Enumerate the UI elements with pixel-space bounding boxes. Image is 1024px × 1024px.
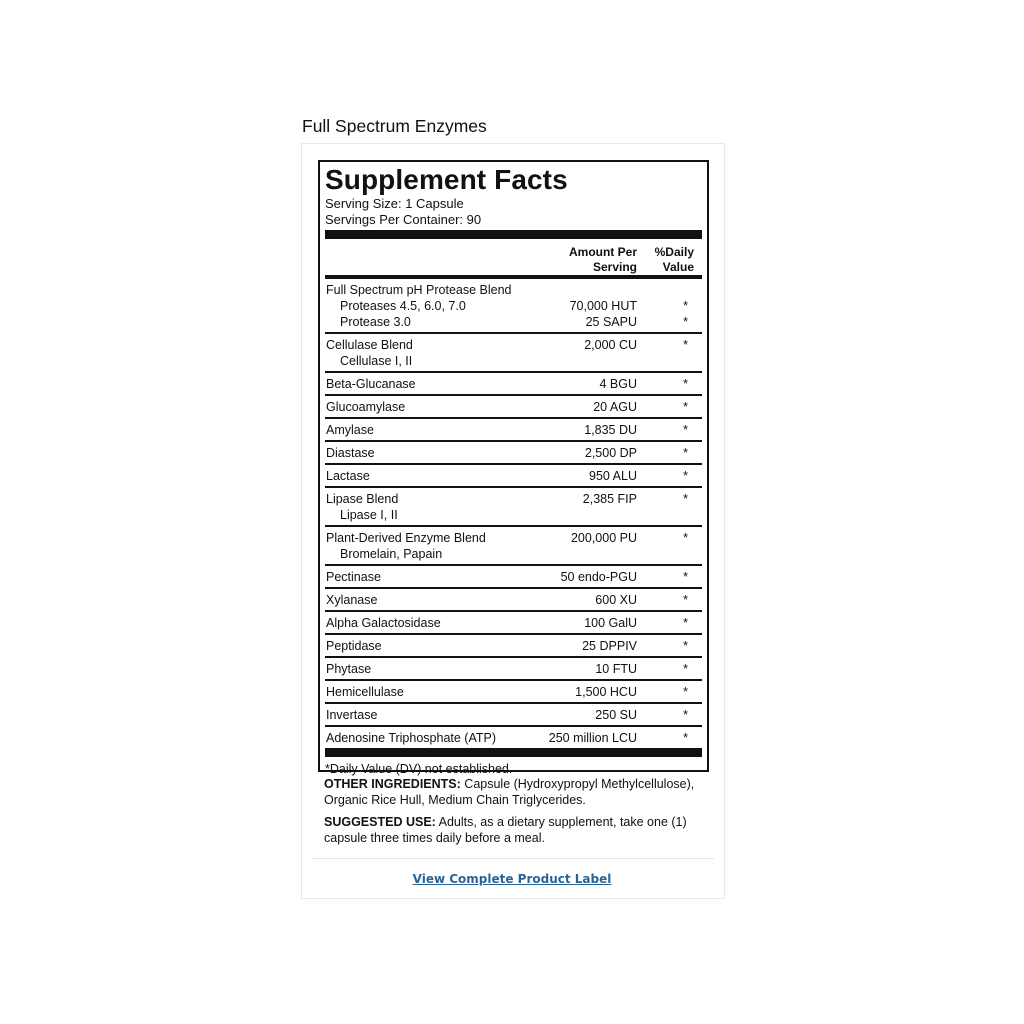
supplement-facts-panel <box>318 160 709 776</box>
nutrient-line <box>325 298 702 314</box>
nutrient-amount: 200,000 PU <box>570 531 637 545</box>
suggested-use-text: Adults, as a dietary supplement, take one (1) capsule three times daily before a meal. <box>324 815 687 845</box>
daily-value-marker: * <box>683 446 688 460</box>
nutrient-amount: 2,500 DP <box>584 446 637 460</box>
facts-title: Supplement Facts <box>325 164 568 195</box>
daily-value-marker: * <box>683 400 688 414</box>
nutrient-name: Beta-Glucanase <box>326 377 416 391</box>
nutrient-name: Alpha Galactosidase <box>326 616 441 630</box>
amount-header-line2: Serving <box>592 260 637 274</box>
nutrient-name: Xylanase <box>326 593 378 607</box>
serving-size: Serving Size: 1 Capsule <box>325 196 464 211</box>
nutrient-line <box>325 422 702 438</box>
nutrient-amount: 2,000 CU <box>584 338 637 352</box>
nutrient-name: Lipase Blend <box>326 492 399 506</box>
nutrient-line <box>325 638 702 654</box>
nutrient-row <box>325 727 702 748</box>
dv-header-line1: %Daily <box>654 245 694 259</box>
nutrient-row <box>325 419 702 442</box>
nutrient-amount: 4 BGU <box>599 377 637 391</box>
nutrient-name: Cellulase I, II <box>340 354 413 368</box>
nutrient-rows <box>325 279 702 748</box>
nutrient-amount: 100 GalU <box>584 616 637 630</box>
nutrient-name: Adenosine Triphosphate (ATP) <box>326 731 497 745</box>
nutrient-row <box>325 612 702 635</box>
nutrient-name: Diastase <box>326 446 375 460</box>
nutrient-row <box>325 566 702 589</box>
nutrient-line <box>325 337 702 353</box>
nutrient-name: Peptidase <box>326 639 382 653</box>
daily-value-marker: * <box>683 639 688 653</box>
nutrient-row <box>325 681 702 704</box>
nutrient-row <box>325 442 702 465</box>
nutrient-row <box>325 373 702 396</box>
suggested-use-label: SUGGESTED USE: <box>324 815 436 829</box>
column-header <box>325 239 702 279</box>
nutrient-name: Glucoamylase <box>326 400 406 414</box>
nutrient-amount: 50 endo-PGU <box>560 570 637 584</box>
daily-value-marker: * <box>683 377 688 391</box>
nutrient-line <box>325 468 702 484</box>
nutrient-amount: 2,385 FIP <box>582 492 637 506</box>
nutrient-row <box>325 589 702 612</box>
daily-value-marker: * <box>683 469 688 483</box>
nutrient-amount: 20 AGU <box>593 400 637 414</box>
nutrient-line <box>325 615 702 631</box>
nutrient-row <box>325 658 702 681</box>
amount-header-line1: Amount Per <box>568 245 637 259</box>
nutrient-name: Protease 3.0 <box>340 315 411 329</box>
nutrient-line <box>325 282 702 298</box>
nutrient-name: Lactase <box>326 469 370 483</box>
view-complete-label-link[interactable]: View Complete Product Label <box>412 872 612 886</box>
nutrient-row <box>325 465 702 488</box>
nutrient-line <box>325 376 702 392</box>
nutrient-line <box>325 445 702 461</box>
nutrient-row <box>325 396 702 419</box>
nutrient-amount: 25 DPPIV <box>582 639 637 653</box>
nutrient-name: Pectinase <box>326 570 381 584</box>
nutrient-amount: 250 SU <box>595 708 637 722</box>
nutrient-name: Proteases 4.5, 6.0, 7.0 <box>340 299 466 313</box>
nutrient-row <box>325 279 702 334</box>
nutrient-line <box>325 399 702 415</box>
daily-value-marker: * <box>683 662 688 676</box>
other-ingredients <box>324 776 720 808</box>
nutrient-name: Phytase <box>326 662 372 676</box>
nutrient-name: Bromelain, Papain <box>340 547 443 561</box>
nutrient-line <box>325 491 702 507</box>
nutrient-name: Invertase <box>326 708 378 722</box>
nutrient-amount: 10 FTU <box>595 662 637 676</box>
nutrient-row <box>325 488 702 527</box>
daily-value-marker: * <box>683 616 688 630</box>
nutrient-line <box>325 546 702 562</box>
nutrient-row <box>325 704 702 727</box>
daily-value-marker: * <box>683 570 688 584</box>
nutrient-row <box>325 527 702 566</box>
card-divider <box>312 858 714 859</box>
nutrient-name: Cellulase Blend <box>326 338 413 352</box>
nutrient-line <box>325 507 702 523</box>
nutrient-line <box>325 530 702 546</box>
page-title: Full Spectrum Enzymes <box>302 116 487 136</box>
thick-divider <box>325 230 702 239</box>
daily-value-marker: * <box>683 299 688 313</box>
daily-value-marker: * <box>683 531 688 545</box>
dv-header-line2: Value <box>662 260 694 274</box>
other-ingredients-text: Capsule (Hydroxypropyl Methylcellulose), Organic Rice Hull, Medium Chain Triglycerides. <box>324 777 695 807</box>
nutrient-amount: 950 ALU <box>589 469 637 483</box>
daily-value-marker: * <box>683 492 688 506</box>
nutrient-amount: 25 SAPU <box>585 315 637 329</box>
nutrient-name: Amylase <box>326 423 374 437</box>
daily-value-marker: * <box>683 423 688 437</box>
nutrient-amount: 70,000 HUT <box>569 299 637 313</box>
nutrient-amount: 600 XU <box>595 593 637 607</box>
daily-value-marker: * <box>683 338 688 352</box>
daily-value-marker: * <box>683 315 688 329</box>
nutrient-amount: 250 million LCU <box>548 731 637 745</box>
nutrient-line <box>325 730 702 746</box>
daily-value-footnote: *Daily Value (DV) not established. <box>325 762 513 776</box>
nutrient-amount: 1,500 HCU <box>575 685 637 699</box>
daily-value-marker: * <box>683 685 688 699</box>
nutrient-line <box>325 592 702 608</box>
nutrient-line <box>325 707 702 723</box>
daily-value-header <box>655 245 694 275</box>
daily-value-marker: * <box>683 708 688 722</box>
nutrient-line <box>325 684 702 700</box>
nutrient-name: Full Spectrum pH Protease Blend <box>326 283 512 297</box>
nutrient-row <box>325 334 702 373</box>
bottom-thick-divider <box>325 748 702 757</box>
suggested-use <box>324 814 720 846</box>
other-ingredients-label: OTHER INGREDIENTS: <box>324 777 461 791</box>
nutrient-line <box>325 661 702 677</box>
daily-value-marker: * <box>683 593 688 607</box>
nutrient-name: Lipase I, II <box>340 508 398 522</box>
daily-value-marker: * <box>683 731 688 745</box>
nutrient-row <box>325 635 702 658</box>
nutrient-line <box>325 314 702 330</box>
nutrient-line <box>325 353 702 369</box>
nutrient-amount: 1,835 DU <box>584 423 637 437</box>
nutrient-name: Plant-Derived Enzyme Blend <box>326 531 486 545</box>
amount-per-serving-header <box>569 245 637 275</box>
servings-per-container: Servings Per Container: 90 <box>325 212 482 227</box>
nutrient-name: Hemicellulase <box>326 685 404 699</box>
nutrient-line <box>325 569 702 585</box>
